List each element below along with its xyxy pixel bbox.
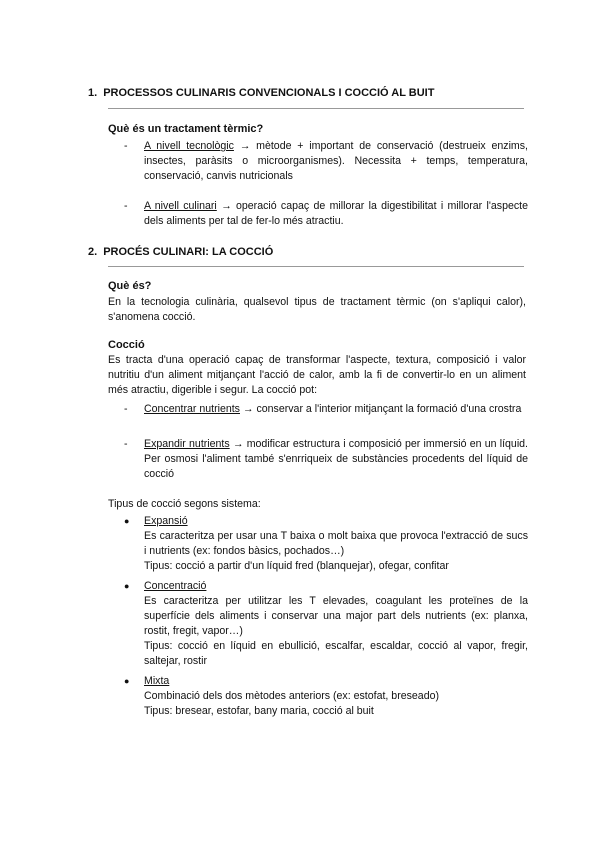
section-2-title-text: PROCÉS CULINARI: LA COCCIÓ — [103, 246, 274, 258]
item-description: Es caracteritza per usar una T baixa o molt baixa que provoca l'extracció de sucs i nutrients (ex: fondos bàsics, pochados…) — [144, 530, 528, 557]
list-item — [124, 579, 528, 669]
item-text: → modificar estructura i composició per immersió en un líquid. Per osmosi l'aliment també s'enrriqueix de substàncies procedents del líquid de cocció — [144, 438, 529, 480]
list-item — [124, 674, 528, 719]
section-2-title — [88, 245, 273, 260]
section-1-number: 1. — [88, 87, 98, 99]
item-label: Expandir nutrients — [144, 438, 230, 450]
list-item — [124, 139, 528, 184]
item-types: Tipus: bresear, estofar, bany maria, cocció al buit — [144, 705, 374, 717]
section-2-divider — [108, 266, 524, 267]
list-item — [124, 402, 528, 417]
list-item — [124, 514, 528, 574]
item-types: Tipus: cocció a partir d'un líquid fred (blanquejar), ofegar, confitar — [144, 560, 449, 572]
bullet-marker: ● — [124, 676, 130, 686]
tipus-intro: Tipus de cocció segons sistema: — [108, 498, 261, 510]
item-label: Concentrar nutrients — [144, 403, 240, 415]
item-types: Tipus: cocció en líquid en ebullició, escalfar, escaldar, cocció al vapor, fregir, saltejar, rostir — [144, 640, 528, 667]
coccio-paragraph: Es tracta d'una operació capaç de transformar l'aspecte, textura, composició i valor nutritiu d'un aliment mitjançant l'acció de calor, amb la fi de convertir-lo en un aliment més atractiu, digerible i segur. La cocció pot: — [108, 354, 526, 396]
dash-marker: - — [124, 403, 128, 415]
item-description: Combinació dels dos mètodes anteriors (ex: estofat, breseado) — [144, 690, 440, 702]
list-item — [124, 199, 528, 229]
dash-marker: - — [124, 438, 128, 450]
dash-marker: - — [124, 200, 128, 212]
que-es-paragraph: En la tecnologia culinària, qualsevol tipus de tractament tèrmic (on s'apliqui calor), s'anomena cocció. — [108, 296, 526, 323]
section-2-number: 2. — [88, 246, 98, 258]
item-label: Mixta — [144, 675, 170, 687]
item-text: → operació capaç de millorar la digestibilitat i millorar l'aspecte dels aliments per tal de fer-lo més atractiu. — [144, 200, 528, 227]
dash-marker: - — [124, 140, 128, 152]
list-item — [124, 437, 528, 482]
coccio-heading: Cocció — [108, 339, 145, 351]
item-label: Expansió — [144, 515, 188, 527]
item-label: A nivell culinari — [144, 200, 217, 212]
section-1-title-text: PROCESSOS CULINARIS CONVENCIONALS I COCCIÓ AL BUIT — [103, 87, 435, 99]
item-label: A nivell tecnològic — [144, 140, 234, 152]
section-1-title — [88, 86, 434, 101]
item-text: → conservar a l'interior mitjançant la formació d'una crostra — [239, 403, 522, 415]
que-es-heading: Què és? — [108, 280, 152, 292]
item-text: → mètode + important de conservació (destrueix enzims, insectes, paràsits o microorganismes). Necessita + temps, temperatura, conservació, canvis nutricionals — [144, 140, 528, 182]
bullet-marker: ● — [124, 516, 130, 526]
bullet-marker: ● — [124, 581, 130, 591]
section-1-subheading: Què és un tractament tèrmic? — [108, 123, 264, 135]
item-description: Es caracteritza per utilitzar les T elevades, coagulant les proteïnes de la superfície dels aliments i conservar una major part dels nutrients (ex: planxa, rostit, fregit, vapor…) — [144, 595, 528, 637]
section-1-divider — [108, 108, 524, 109]
item-label: Concentració — [144, 580, 207, 592]
